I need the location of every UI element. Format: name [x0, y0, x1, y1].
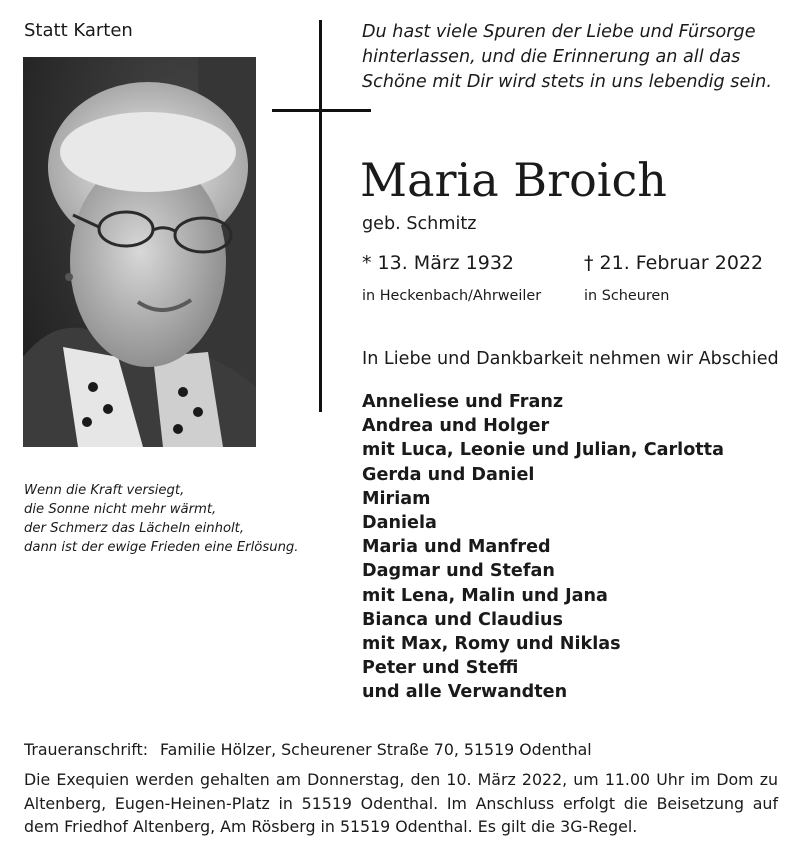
family-member: Bianca und Claudius	[362, 609, 563, 630]
family-member: Andrea und Holger	[362, 416, 550, 437]
poem-line: der Schmerz das Lächeln einholt,	[24, 521, 245, 536]
family-member: mit Luca, Leonie und Julian, Carlotta	[362, 440, 724, 461]
poem-line: dann ist der ewige Frieden eine Erlösung.	[24, 540, 299, 555]
quote-line: Du hast viele Spuren der Liebe und Fürsorge	[362, 22, 756, 42]
memorial-quote	[362, 20, 772, 95]
family-list	[362, 390, 724, 705]
family-member: mit Lena, Malin und Jana	[362, 585, 608, 606]
funeral-notice	[24, 768, 778, 839]
death-date: † 21. Februar 2022	[584, 252, 764, 274]
poem	[24, 481, 299, 557]
poem-line: Wenn die Kraft versiegt,	[24, 483, 185, 498]
quote-line: hinterlassen, und die Erinnerung an all das	[362, 47, 741, 67]
birth-place: in Heckenbach/Ahrweiler	[362, 288, 542, 304]
birth-name: geb. Schmitz	[362, 214, 477, 234]
cross-icon-horizontal	[272, 109, 371, 112]
family-member: Daniela	[362, 513, 437, 534]
notice-line: Altenberg, Eugen-Heinen-Platz in 51519 Odenthal. Im Anschluss erfolgt die Beisetzung auf	[24, 793, 778, 813]
family-member: Dagmar und Stefan	[362, 561, 555, 582]
portrait-photo	[23, 57, 256, 447]
family-member: Peter und Steffi	[362, 658, 519, 679]
family-member: und alle Verwandten	[362, 682, 568, 703]
mourning-address	[24, 740, 592, 759]
birth-date: * 13. März 1932	[362, 252, 515, 274]
family-member: Anneliese und Franz	[362, 392, 564, 412]
header-label: Statt Karten	[24, 20, 133, 41]
notice-line: dem Friedhof Altenberg, Am Rösberg in 51519 Odenthal. Es gilt die 3G-Regel.	[24, 817, 638, 836]
family-member: Miriam	[362, 488, 431, 509]
address-value: Familie Hölzer, Scheurener Straße 70, 51519 Odenthal	[160, 740, 592, 759]
farewell-text: In Liebe und Dankbarkeit nehmen wir Abschied	[362, 349, 779, 369]
family-member: Gerda und Daniel	[362, 464, 535, 485]
deceased-name: Maria Broich	[360, 153, 667, 207]
poem-line: die Sonne nicht mehr wärmt,	[24, 502, 217, 517]
address-label: Traueranschrift:	[24, 740, 149, 759]
death-place: in Scheuren	[584, 288, 670, 304]
family-member: Maria und Manfred	[362, 537, 551, 558]
cross-icon-vertical	[319, 20, 322, 412]
notice-line: Die Exequien werden gehalten am Donnerstag, den 10. März 2022, um 11.00 Uhr im Dom zu	[24, 770, 778, 789]
family-member: mit Max, Romy und Niklas	[362, 634, 621, 655]
quote-line: Schöne mit Dir wird stets in uns lebendig sein.	[362, 72, 772, 92]
portrait-image	[23, 57, 256, 447]
